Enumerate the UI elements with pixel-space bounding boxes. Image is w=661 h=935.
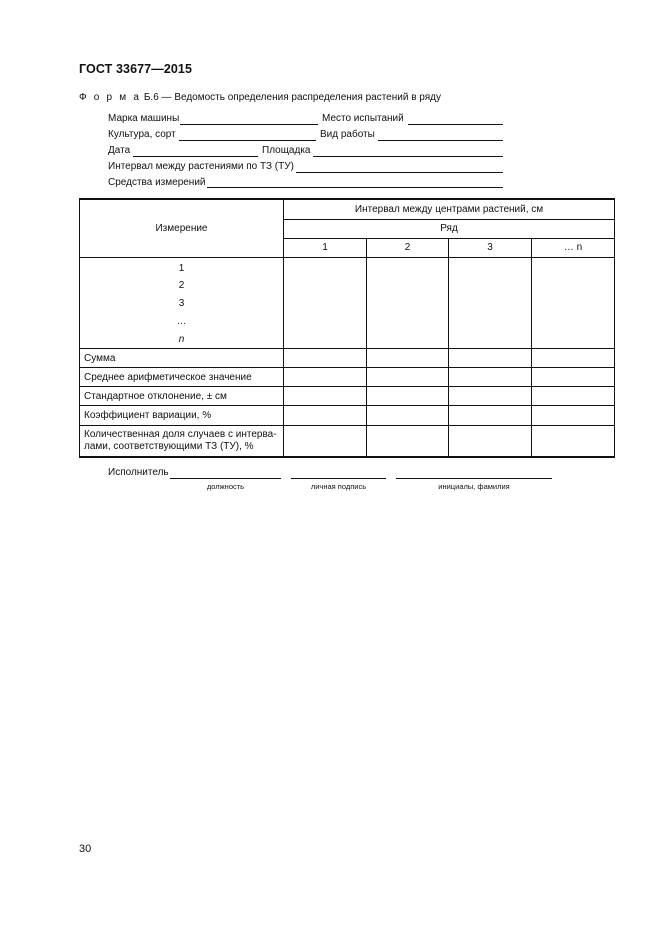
form-number: Б.6 [143, 92, 159, 103]
data-cell[interactable] [532, 426, 615, 457]
summary-row-sum: Сумма [80, 349, 284, 368]
signature-line[interactable] [291, 478, 386, 479]
field-crop-variety-label: Культура, сорт [108, 129, 176, 140]
data-cell[interactable] [367, 387, 449, 406]
data-cell[interactable] [367, 406, 449, 426]
data-cell[interactable] [284, 387, 367, 406]
field-machine-brand-label: Марка машины [108, 113, 180, 124]
document-standard-number: ГОСТ 33677—2015 [79, 62, 193, 76]
position-line[interactable] [170, 478, 281, 479]
signature-caption: личная подпись [310, 482, 367, 491]
measurement-number: … [176, 315, 187, 327]
form-prefix: Ф о р м а [79, 92, 142, 103]
data-cell[interactable] [532, 406, 615, 426]
data-cell[interactable] [367, 368, 449, 387]
summary-row-share-line2: лами, соответствующими ТЗ (ТУ), % [84, 441, 254, 453]
field-plot-line[interactable] [313, 156, 503, 157]
data-cell[interactable] [449, 368, 532, 387]
measurement-number: 1 [178, 262, 185, 274]
summary-row-std: Стандартное отклонение, ± см [80, 387, 284, 406]
data-cell[interactable] [449, 387, 532, 406]
form-title [79, 92, 441, 103]
data-cell[interactable] [367, 349, 449, 368]
summary-row-cv: Коэффициент вариации, % [80, 406, 284, 426]
field-work-type-line[interactable] [378, 140, 503, 141]
data-cell[interactable] [284, 349, 367, 368]
measurement-number: 3 [178, 298, 185, 310]
column-header-3: 3 [449, 238, 532, 257]
field-date-line[interactable] [133, 156, 258, 157]
column-header-1: 1 [284, 238, 367, 257]
field-plot-label: Площадка [262, 145, 311, 156]
interval-header: Интервал между центрами растений, см [284, 199, 615, 219]
data-cell[interactable] [449, 426, 532, 457]
data-cell[interactable] [532, 387, 615, 406]
summary-row-mean: Среднее арифметическое значение [80, 368, 284, 387]
field-date-label: Дата [108, 145, 131, 156]
data-cell[interactable] [449, 257, 532, 349]
field-interval-tz-label: Интервал между растениями по ТЗ (ТУ) [108, 161, 294, 172]
data-cell[interactable] [284, 406, 367, 426]
field-instruments-line[interactable] [207, 187, 503, 188]
measurement-table [79, 198, 615, 458]
field-test-site-line[interactable] [408, 124, 503, 125]
data-cell[interactable] [367, 426, 449, 457]
measurement-number: 2 [178, 280, 185, 292]
data-cell[interactable] [532, 368, 615, 387]
data-cell[interactable] [532, 349, 615, 368]
data-cell[interactable] [449, 406, 532, 426]
name-caption: инициалы, фамилия [438, 482, 510, 491]
data-cell[interactable] [532, 257, 615, 349]
field-instruments-label: Средства измерений [108, 177, 206, 188]
page-number: 30 [79, 843, 92, 855]
field-work-type-label: Вид работы [320, 129, 375, 140]
executor-label: Исполнитель [108, 467, 169, 478]
measurement-number-list [80, 257, 284, 349]
data-cell[interactable] [449, 349, 532, 368]
field-crop-variety-line[interactable] [179, 140, 316, 141]
data-cell[interactable] [284, 426, 367, 457]
data-cell[interactable] [284, 257, 367, 349]
position-caption: должность [206, 482, 245, 491]
field-test-site-label: Место испытаний [322, 113, 404, 124]
summary-row-share [80, 426, 284, 457]
data-cell[interactable] [367, 257, 449, 349]
measurement-header: Измерение [80, 199, 284, 257]
measurement-number: n [178, 333, 185, 345]
name-line[interactable] [396, 478, 552, 479]
summary-row-share-line1: Количественная доля случаев с интерва- [84, 429, 277, 441]
field-machine-brand-line[interactable] [180, 124, 318, 125]
row-header: Ряд [284, 219, 615, 238]
field-interval-tz-line[interactable] [296, 172, 503, 173]
form-title-text: — Ведомость определения распределения растений в ряду [161, 92, 441, 103]
column-header-2: 2 [367, 238, 449, 257]
data-cell[interactable] [284, 368, 367, 387]
column-header-n: … n [532, 238, 615, 257]
